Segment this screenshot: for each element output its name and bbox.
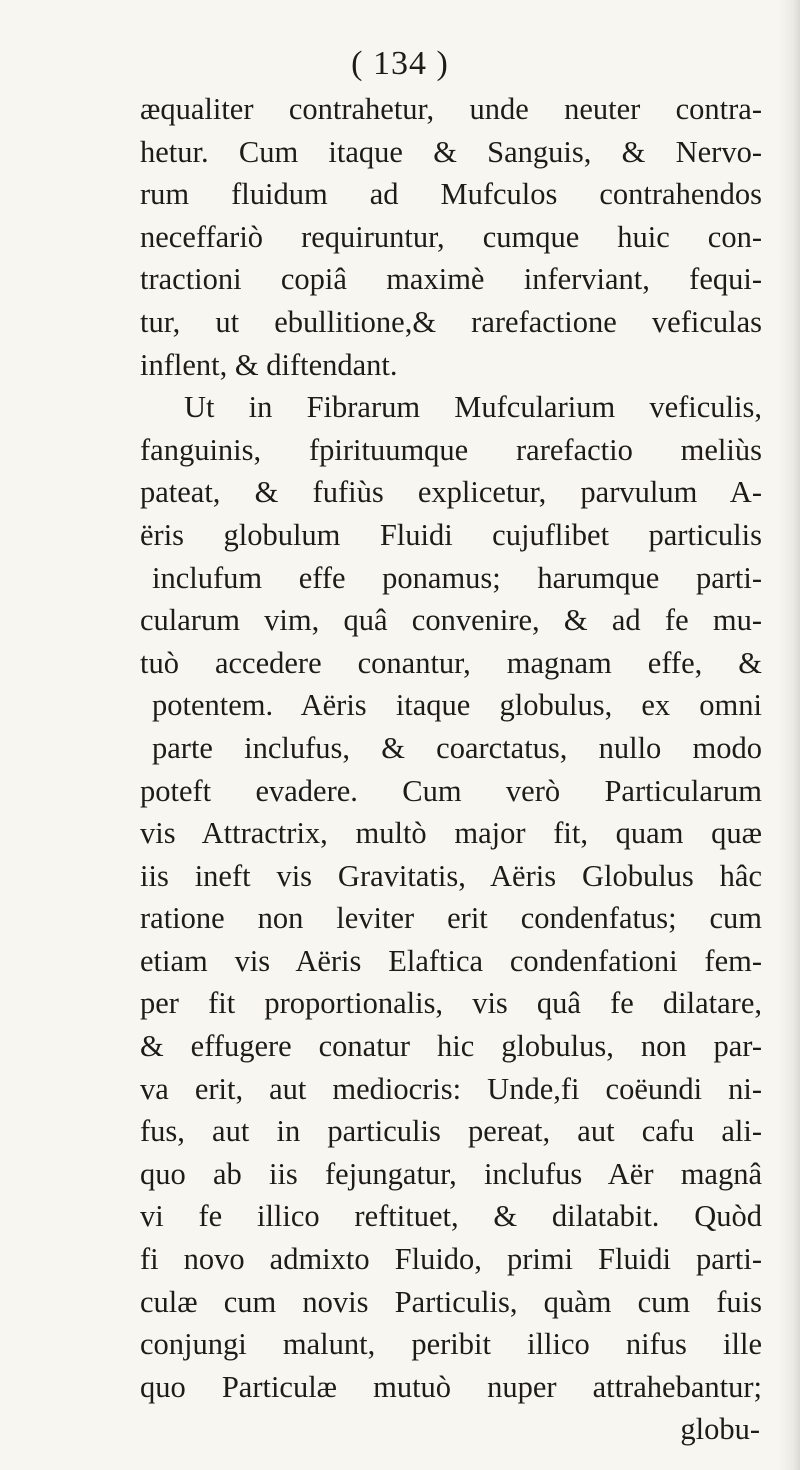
text-line: fus, aut in particulis pereat, aut cafu ali- xyxy=(140,1114,762,1149)
text-line: poteft evadere. Cum verò Particularum xyxy=(140,773,762,808)
text-line: per fit proportionalis, vis quâ fe dilatare, xyxy=(140,986,762,1021)
text-line: hetur. Cum itaque & Sanguis, & Nervo- xyxy=(140,134,762,169)
text-line: potentem. Aëris itaque globulus, ex omni xyxy=(152,688,762,723)
text-line: va erit, aut mediocris: Unde,fi coëundi ni- xyxy=(140,1071,762,1106)
text-line: fanguinis, fpirituumque rarefactio meliùs xyxy=(140,432,762,467)
text-line: quo Particulæ mutuò nuper attrahebantur; xyxy=(140,1369,762,1404)
page-number: ( 134 ) xyxy=(351,45,449,82)
page-edge-shadow xyxy=(778,0,800,1470)
body-text xyxy=(140,88,762,1451)
text-line: pateat, & fufiùs explicetur, parvulum A- xyxy=(140,475,762,510)
text-line: cularum vim, quâ convenire, & ad fe mu- xyxy=(140,603,762,638)
text-line: tractioni copiâ maximè inferviant, fequi- xyxy=(140,262,762,297)
text-line: tuò accedere conantur, magnam effe, & xyxy=(140,645,762,680)
text-line: culæ cum novis Particulis, quàm cum fuis xyxy=(140,1284,762,1319)
text-line: & effugere conatur hic globulus, non par- xyxy=(140,1029,762,1064)
text-line: inclufum effe ponamus; harumque parti- xyxy=(152,560,762,595)
text-line: quo ab iis fejungatur, inclufus Aër magnâ xyxy=(140,1156,762,1191)
text-line: vi fe illico reftituet, & dilatabit. Quòd xyxy=(140,1199,762,1234)
text-line: ratione non leviter erit condenfatus; cum xyxy=(140,901,762,936)
text-line: etiam vis Aëris Elaftica condenfationi fem- xyxy=(140,943,762,978)
text-line: neceffariò requiruntur, cumque huic con- xyxy=(140,219,762,254)
text-line: conjungi malunt, peribit illico nifus ille xyxy=(140,1327,762,1362)
text-line: æqualiter contrahetur, unde neuter contra- xyxy=(140,92,762,126)
text-line: iis ineft vis Gravitatis, Aëris Globulus hâc xyxy=(140,858,762,893)
text-line: tur, ut ebullitione,& rarefactione veficulas xyxy=(140,304,762,339)
text-line: inflent, & diftendant. xyxy=(140,347,398,382)
text-line: Ut in Fibrarum Mufcularium veficulis, xyxy=(184,390,762,425)
text-line: parte inclufus, & coarctatus, nullo modo xyxy=(152,730,762,765)
text-line: fi novo admixto Fluido, primi Fluidi parti- xyxy=(140,1242,762,1277)
text-line: ëris globulum Fluidi cujuflibet particulis xyxy=(140,517,762,552)
text-line: rum fluidum ad Mufculos contrahendos xyxy=(140,177,762,212)
catchword: globu- xyxy=(680,1412,760,1447)
text-line: vis Attractrix, multò major fit, quam quæ xyxy=(140,816,762,851)
